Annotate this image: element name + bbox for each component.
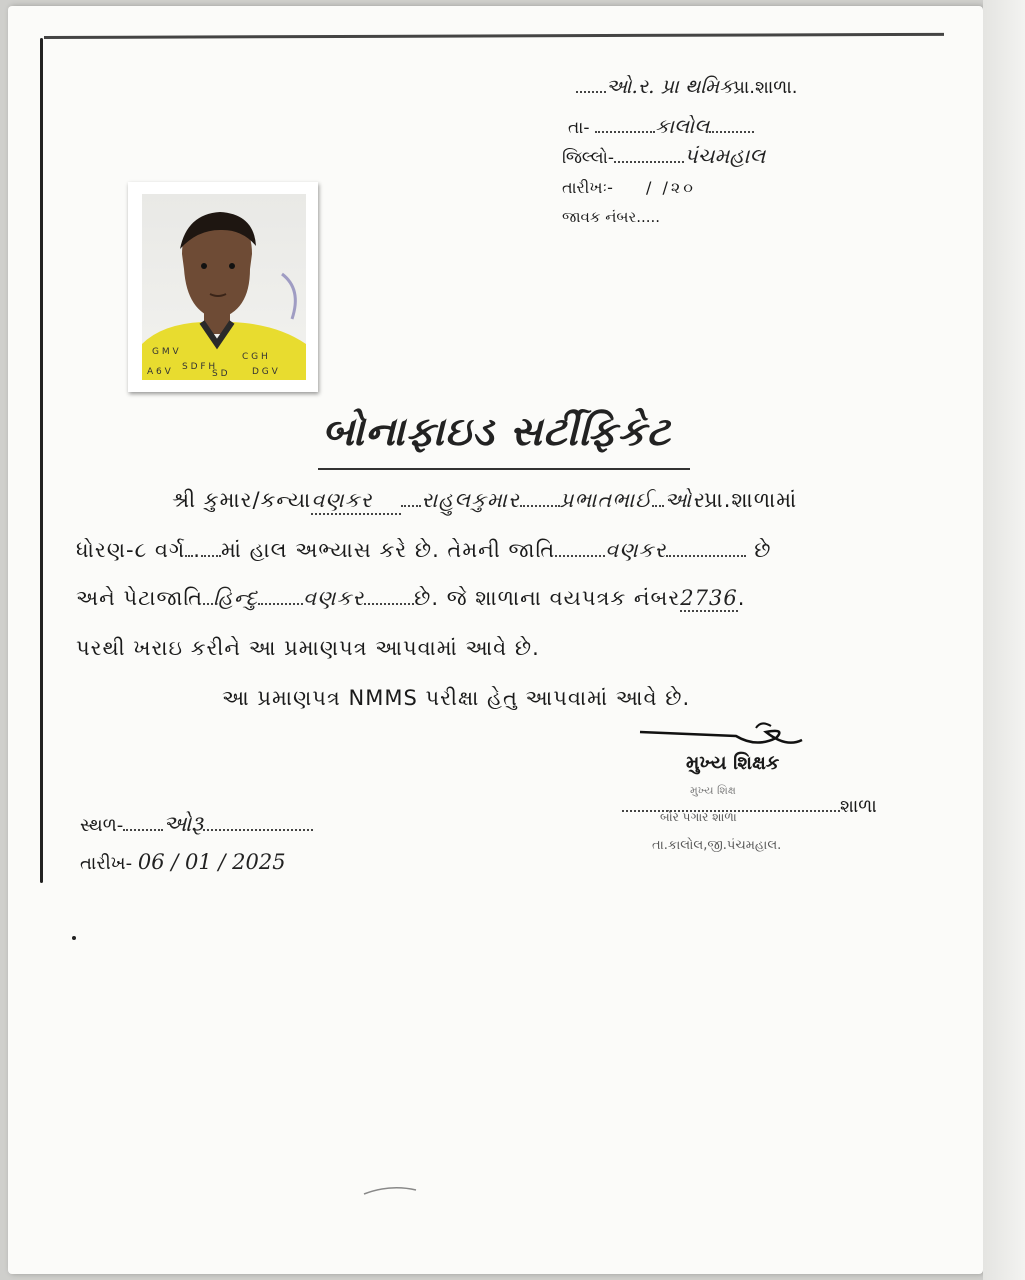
header-date-label: તારીખઃ- [562, 178, 613, 197]
svg-text:S D F H: S D F H [182, 362, 216, 372]
student-school-name: ઓર [664, 488, 704, 512]
header-school-label: પ્રા.શાળા. [733, 77, 798, 98]
signature-school-suffix: શાળા [840, 796, 877, 817]
header-district-line [562, 144, 765, 169]
footer-place-line [80, 812, 313, 837]
body-line2-prefix: ધોરણ-૮ વર્ગ [76, 538, 186, 562]
svg-text:S D: S D [212, 369, 228, 379]
header-outward-label: જાવક નંબર..... [562, 208, 661, 226]
student-religion: હિન્દુ [213, 586, 259, 610]
student-photo [128, 182, 318, 392]
body-line3-suffix: . [737, 586, 746, 610]
body-line-2 [76, 538, 771, 563]
header-taluka-label: તા- [568, 118, 590, 138]
body-line1-prefix: શ્રી કુમાર/કન્યા [172, 488, 312, 512]
header-district-value: પંચમહાલ [684, 144, 766, 168]
title-underline [318, 468, 690, 470]
student-surname: વણકર [311, 488, 401, 515]
footer-date-value: 06 / 01 / 2025 [137, 850, 286, 874]
student-division: . [193, 538, 201, 562]
header-district-label: જિલ્લો- [562, 148, 615, 168]
stamp-line-2: બોર પગાર શાળા [660, 810, 737, 824]
header-taluka-line [568, 114, 754, 138]
header-school-value: ઓ.ર. પ્રા થમિક [606, 74, 734, 98]
header-taluka-value: કાલોલ [654, 114, 710, 138]
ink-dot [72, 936, 76, 940]
student-caste: વણકર [605, 538, 667, 562]
signature-title: મુખ્ય શિક્ષક [686, 752, 780, 774]
svg-text:C G H: C G H [242, 352, 268, 362]
student-portrait-icon [142, 194, 306, 380]
header-date-line [562, 178, 696, 198]
body-line1-suffix: પ્રા.શાળામાં [703, 488, 798, 512]
body-line-4 [76, 636, 540, 661]
second-page-edge [983, 0, 1025, 1280]
certificate-title: બોનાફાઇડ સર્ટીફિકેટ [322, 408, 671, 455]
header-school-line [576, 74, 797, 98]
body-line3-mid: છે. જે શાળાના વયપત્રક નંબર [414, 586, 681, 610]
footer-date-line [80, 850, 286, 874]
register-number: 2736 [680, 586, 738, 610]
body-line-1 [172, 488, 797, 515]
photo-image [142, 194, 306, 380]
student-father-name: પ્રભાતભાઈ [559, 488, 653, 512]
student-subcaste: વણકર [303, 586, 365, 610]
body-line2-mid: માં હાલ અભ્યાસ કરે છે. તેમની જાતિ [220, 538, 556, 562]
bottom-ink-mark [360, 1180, 420, 1200]
left-border-line [40, 38, 43, 883]
stamp-line-3: તા.કાલોલ,જી.પંચમહાલ. [652, 838, 782, 853]
header-date-value: / /૨૦ [646, 178, 696, 197]
body-line4-text: પરથી ખરાઇ કરીને આ પ્રમાણપત્ર આપવામાં આવે છે. [76, 636, 540, 660]
header-outward-line [562, 208, 660, 226]
footer-date-label: તારીખ- [80, 853, 133, 874]
body-line2-suffix: છે [754, 538, 772, 562]
svg-text:A 6 V: A 6 V [147, 367, 171, 377]
footer-place-label: સ્થળ- [80, 815, 124, 836]
svg-text:D G V: D G V [252, 367, 278, 377]
body-line-5 [222, 686, 690, 711]
body-line5-text: આ પ્રમાણપત્ર NMMS પરીક્ષા હેતુ આપવામાં આવે છે. [222, 686, 691, 710]
svg-text:G M V: G M V [152, 347, 179, 357]
footer-place-value: ઓરૂ [163, 812, 203, 837]
student-name: રાહુલકુમાર [421, 488, 520, 512]
body-line3-prefix: અને પેટાજાતિ [76, 586, 204, 610]
body-line-3 [76, 586, 745, 612]
stamp-line-1: મુખ્ય શિક્ષ [690, 784, 736, 797]
